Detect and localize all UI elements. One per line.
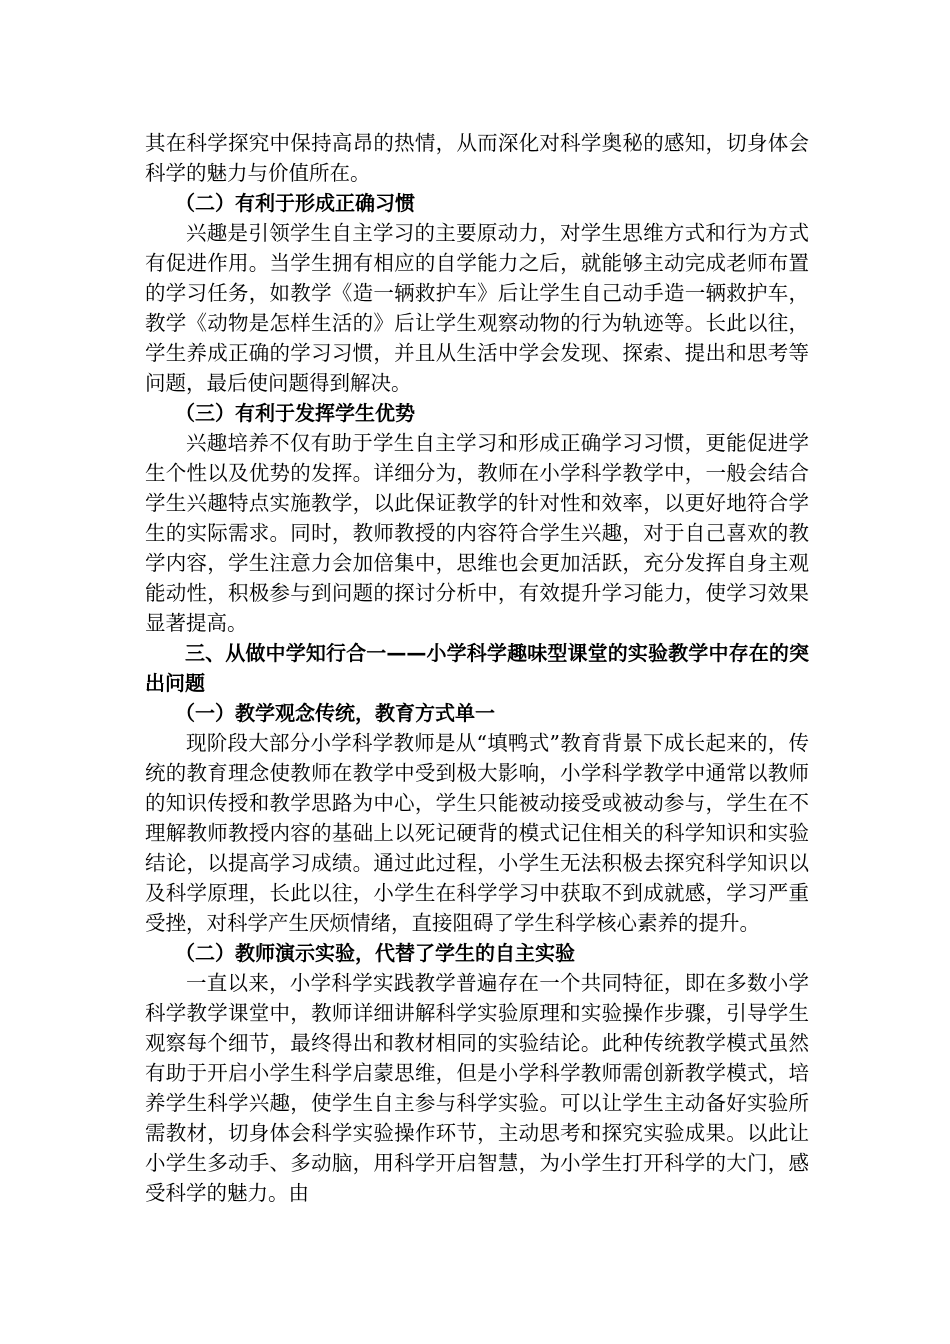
section-heading-teacher-demo: （二）教师演示实验，代替了学生的自主实验 xyxy=(175,941,575,965)
chapter-heading-problems: 三、从做中学知行合一——小学科学趣味型课堂的实验教学中存在的突出问题 xyxy=(145,641,809,695)
paragraph-continued: 其在科学探究中保持高昂的热情，从而深化对科学奥秘的感知，切身体会科学的魅力与价值所在。 xyxy=(145,131,809,185)
section-heading-strengths: （三）有利于发挥学生优势 xyxy=(175,401,415,425)
document-page xyxy=(145,128,809,1208)
paragraph-strengths: 兴趣培养不仅有助于学生自主学习和形成正确学习习惯，更能促进学生个性以及优势的发挥。详细分为，教师在小学科学教学中，一般会结合学生兴趣特点实施教学，以此保证教学的针对性和效率，以更好地符合学生的实际需求。同时，教师教授的内容符合学生兴趣，对于自己喜欢的教学内容，学生注意力会加倍集中，思维也会更加活跃，充分发挥自身主观能动性，积极参与到问题的探讨分析中，有效提升学习能力，使学习效果显著提高。 xyxy=(145,431,809,635)
paragraph-habits: 兴趣是引领学生自主学习的主要原动力，对学生思维方式和行为方式有促进作用。当学生拥有相应的自学能力之后，就能够主动完成老师布置的学习任务，如教学《造一辆救护车》后让学生自己动手造一辆救护车，教学《动物是怎样生活的》后让学生观察动物的行为轨迹等。长此以往，学生养成正确的学习习惯，并且从生活中学会发现、探索、提出和思考等问题，最后使问题得到解决。 xyxy=(145,221,809,395)
section-heading-habits: （二）有利于形成正确习惯 xyxy=(175,191,415,215)
paragraph-teacher-demo: 一直以来，小学科学实践教学普遍存在一个共同特征，即在多数小学科学教学课堂中，教师详细讲解科学实验原理和实验操作步骤，引导学生观察每个细节，最终得出和教材相同的实验结论。此种传统教学模式虽然有助于开启小学生科学启蒙思维，但是小学科学教师需创新教学模式，培养学生科学兴趣，使学生自主参与科学实验。可以让学生主动备好实验所需教材，切身体会科学实验操作环节，主动思考和探究实验成果。以此让小学生多动手、多动脑，用科学开启智慧，为小学生打开科学的大门，感受科学的魅力。由 xyxy=(145,971,809,1205)
section-heading-traditional-concepts: （一）教学观念传统，教育方式单一 xyxy=(175,701,495,725)
paragraph-traditional-concepts: 现阶段大部分小学科学教师是从“填鸭式”教育背景下成长起来的，传统的教育理念使教师在教学中受到极大影响，小学科学教学中通常以教师的知识传授和教学思路为中心，学生只能被动接受或被动参与，学生在不理解教师教授内容的基础上以死记硬背的模式记住相关的科学知识和实验结论，以提高学习成绩。通过此过程，小学生无法积极去探究科学知识以及科学原理，长此以往，小学生在科学学习中获取不到成就感，学习严重受挫，对科学产生厌烦情绪，直接阻碍了学生科学核心素养的提升。 xyxy=(145,731,809,935)
